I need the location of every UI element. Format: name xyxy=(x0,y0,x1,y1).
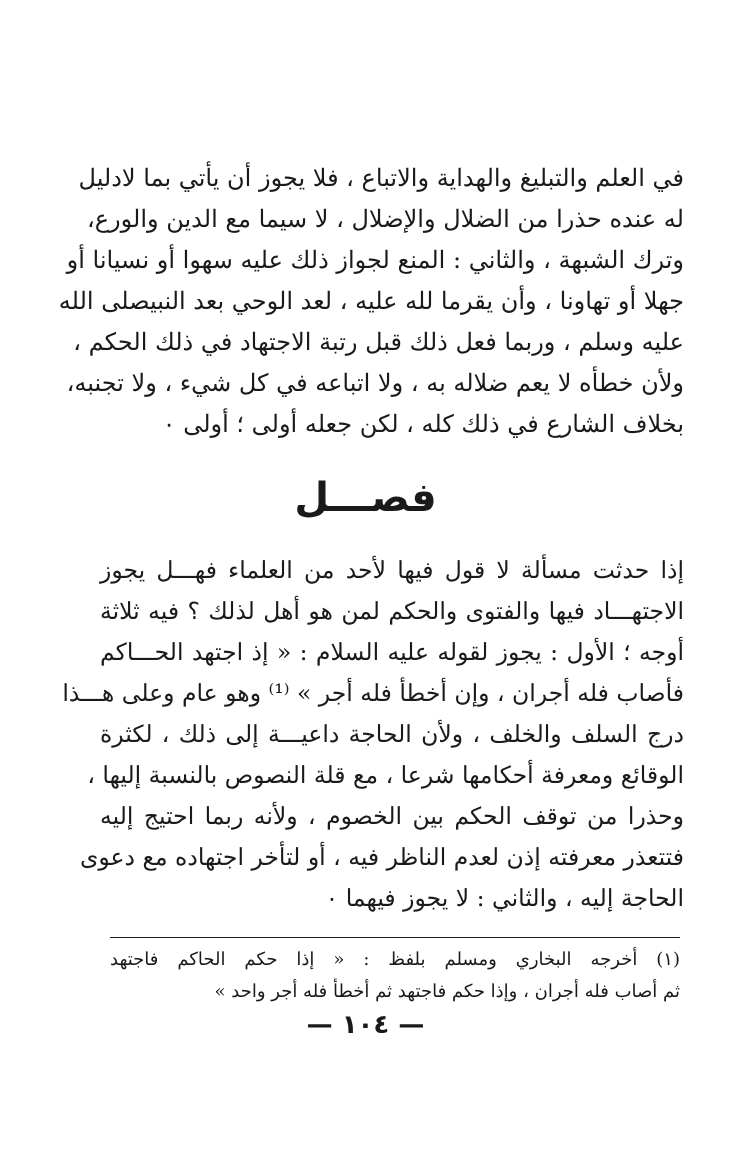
text-line: وترك الشبهة ، والثاني : المنع لجواز ذلك عليه سهوا أو نسيانا أو xyxy=(66,246,684,274)
text-line: في العلم والتبليغ والهداية والاتباع ، فلا يجوز أن يأتي بما لادليل xyxy=(78,164,684,192)
text-line: الاجتهـــاد فيها والفتوى والحكم لمن هو أهل لذلك ؟ فيه ثلاثة xyxy=(100,597,684,625)
text-line: الوقائع ومعرفة أحكامها شرعا ، مع قلة النصوص بالنسبة إليها ، xyxy=(87,761,684,789)
text-line: ولأن خطأه لا يعم ضلاله به ، ولا اتباعه في كل شيء ، ولا تجنبه، xyxy=(66,369,684,397)
footnote-line: ثم أصاب فله أجران ، وإذا حكم فاجتهد ثم أخطأ فله أجر واحد » xyxy=(214,981,680,1002)
body-paragraph-1 xyxy=(58,158,684,445)
text-line: جهلا أو تهاونا ، وأن يقرما لله عليه ، لعد الوحي بعد النبيصلى الله xyxy=(58,287,684,315)
page-number: — ١٠٤ — xyxy=(306,1010,425,1040)
text-line: فتتعذر معرفته إذن لعدم الناظر فيه ، أو لتأخر اجتهاده مع دعوى xyxy=(80,843,684,871)
text-line: عليه وسلم ، وربما فعل ذلك قبل رتبة الاجتهاد في ذلك الحكم ، xyxy=(73,328,684,356)
text-line: له عنده حذرا من الضلال والإضلال ، لا سيما مع الدين والورع، xyxy=(86,205,684,233)
body-paragraph-2 xyxy=(62,550,684,919)
text-line: إذا حدثت مسألة لا قول فيها لأحد من العلماء فهـــل يجوز xyxy=(100,556,684,584)
text-line: فأصاب فله أجران ، وإن أخطأ فله أجر » ⁽¹⁾ وهو عام وعلى هـــذا xyxy=(62,679,684,707)
footnote-divider xyxy=(110,937,680,938)
text-line: الحاجة إليه ، والثاني : لا يجوز فيهما ٠ xyxy=(325,884,684,912)
text-line: أوجه ؛ الأول : يجوز لقوله عليه السلام : « إذ اجتهد الحـــاكم xyxy=(100,638,684,666)
text-line: درج السلف والخلف ، ولأن الحاجة داعيـــة إلى ذلك ، لكثرة xyxy=(100,720,684,748)
text-line: بخلاف الشارع في ذلك كله ، لكن جعله أولى ؛ أولى ٠ xyxy=(162,410,684,438)
footnote-line: (١) أخرجه البخاري ومسلم بلفظ : « إذا حكم الحاكم فاجتهد xyxy=(110,949,680,970)
section-heading: فصـــل xyxy=(294,475,437,521)
footnote xyxy=(110,944,680,1008)
text-line: وحذرا من توقف الحكم بين الخصوم ، ولأنه ربما احتيج إليه xyxy=(100,802,684,830)
